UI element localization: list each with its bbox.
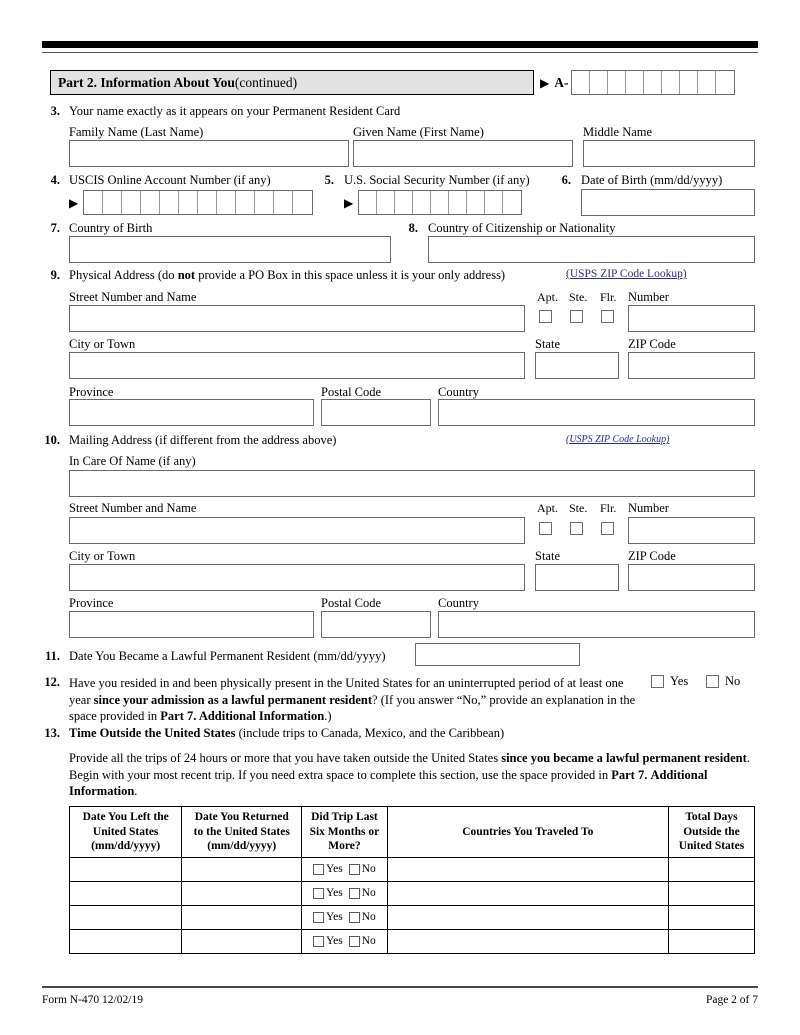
header-line: More? bbox=[328, 840, 361, 852]
trip-no-checkbox[interactable] bbox=[349, 936, 360, 947]
trip-six-months-cell bbox=[302, 857, 388, 881]
input-cell[interactable] bbox=[644, 71, 662, 94]
input-cell[interactable] bbox=[413, 191, 431, 214]
item-13-p-f: Additional Information bbox=[69, 767, 708, 798]
input-cell[interactable] bbox=[395, 191, 413, 214]
item-13-p-a: Provide all the trips of 24 hours or more that you have taken outside the United States bbox=[69, 751, 502, 765]
family-name-input[interactable] bbox=[69, 140, 349, 167]
mailing-incare-label: In Care Of Name (if any) bbox=[69, 454, 196, 468]
header-line: Date You Left the bbox=[82, 811, 169, 823]
ssn-cells[interactable] bbox=[358, 190, 522, 215]
arrow-icon: ▶ bbox=[69, 195, 79, 210]
mailing-ste-checkbox[interactable] bbox=[570, 522, 583, 535]
input-cell[interactable] bbox=[293, 191, 312, 214]
mailing-city-label: City or Town bbox=[69, 549, 136, 563]
mailing-street-input[interactable] bbox=[69, 517, 525, 544]
input-cell[interactable] bbox=[377, 191, 395, 214]
item-12-no-checkbox[interactable] bbox=[706, 675, 719, 688]
input-cell[interactable] bbox=[198, 191, 217, 214]
mailing-city-input[interactable] bbox=[69, 564, 525, 591]
given-name-input[interactable] bbox=[353, 140, 573, 167]
item-4-number: 4. bbox=[50, 173, 60, 187]
trip-date-returned-cell[interactable] bbox=[182, 857, 302, 881]
item-13-instructions bbox=[69, 750, 755, 800]
lpr-date-input[interactable] bbox=[415, 643, 580, 666]
trip-six-months-cell bbox=[302, 881, 388, 905]
mailing-state-label: State bbox=[535, 549, 560, 563]
table-row bbox=[70, 905, 755, 929]
item-9-number: 9. bbox=[50, 268, 60, 282]
input-cell[interactable] bbox=[122, 191, 141, 214]
mailing-ste-label: Ste. bbox=[569, 501, 588, 515]
trip-yes-checkbox[interactable] bbox=[313, 912, 324, 923]
header-line: Six Months or bbox=[309, 825, 380, 838]
item-12-no-label: No bbox=[725, 674, 741, 688]
part-header-continued: (continued) bbox=[234, 74, 298, 90]
item-11-number: 11. bbox=[45, 649, 60, 663]
item-13-p-c: resident bbox=[703, 751, 747, 765]
input-cell[interactable] bbox=[217, 191, 236, 214]
physical-address-title-a: Physical Address (do bbox=[69, 268, 178, 282]
trip-date-left-cell[interactable] bbox=[70, 857, 182, 881]
item-13-p-e: Part 7. bbox=[611, 767, 648, 782]
item-6-number: 6. bbox=[561, 173, 571, 187]
input-cell[interactable] bbox=[274, 191, 293, 214]
physical-street-label: Street Number and Name bbox=[69, 290, 197, 304]
trip-yes-label: Yes bbox=[326, 935, 343, 947]
item-13-number: 13. bbox=[44, 726, 60, 740]
input-cell[interactable] bbox=[590, 71, 608, 94]
trip-no-checkbox[interactable] bbox=[349, 912, 360, 923]
trips-header-date-left bbox=[70, 807, 182, 858]
footer-form-id: Form N-470 12/02/19 bbox=[42, 994, 143, 1006]
trip-six-months-cell bbox=[302, 905, 388, 929]
mailing-apt-checkbox[interactable] bbox=[539, 522, 552, 535]
mailing-province-input[interactable] bbox=[69, 611, 314, 638]
top-thick-rule bbox=[42, 41, 758, 48]
input-cell[interactable] bbox=[431, 191, 449, 214]
trips-header-date-returned bbox=[182, 807, 302, 858]
header-line: (mm/dd/yyyy) bbox=[91, 840, 161, 852]
input-cell[interactable] bbox=[485, 191, 503, 214]
country-citizenship-label: Country of Citizenship or Nationality bbox=[428, 221, 616, 235]
trip-total-days-cell[interactable] bbox=[668, 905, 754, 929]
trip-date-left-cell[interactable] bbox=[70, 905, 182, 929]
mailing-flr-checkbox[interactable] bbox=[601, 522, 614, 535]
input-cell[interactable] bbox=[662, 71, 680, 94]
header-line: Total Days bbox=[685, 811, 738, 823]
trip-countries-cell[interactable] bbox=[387, 905, 668, 929]
item-13-p-g: . bbox=[134, 784, 138, 798]
lpr-date-label: Date You Became a Lawful Permanent Resident (mm/dd/yyyy) bbox=[69, 649, 386, 663]
item-12-number: 12. bbox=[44, 675, 60, 689]
input-cell[interactable] bbox=[84, 191, 103, 214]
trip-date-left-cell[interactable] bbox=[70, 881, 182, 905]
input-cell[interactable] bbox=[680, 71, 698, 94]
physical-ste-checkbox[interactable] bbox=[570, 310, 583, 323]
input-cell[interactable] bbox=[179, 191, 198, 214]
input-cell[interactable] bbox=[359, 191, 377, 214]
item-12-line2c: ? (If you answer “No,” provide an bbox=[372, 692, 543, 707]
trip-no-checkbox[interactable] bbox=[349, 888, 360, 899]
trip-yes-checkbox[interactable] bbox=[313, 864, 324, 875]
input-cell[interactable] bbox=[503, 191, 521, 214]
trip-no-label: No bbox=[361, 863, 376, 875]
physical-street-input[interactable] bbox=[69, 305, 525, 332]
trips-table-header-row bbox=[70, 807, 755, 858]
header-line: Date You Returned bbox=[194, 811, 289, 823]
uscis-account-label: USCIS Online Account Number (if any) bbox=[69, 173, 271, 187]
trip-date-returned-cell[interactable] bbox=[182, 929, 302, 953]
dob-label: Date of Birth (mm/dd/yyyy) bbox=[581, 173, 723, 187]
country-citizenship-input[interactable] bbox=[428, 236, 755, 263]
item-12-line3c: .) bbox=[324, 709, 332, 723]
trip-no-label: No bbox=[361, 935, 376, 947]
item-3-number: 3. bbox=[50, 104, 60, 118]
mailing-number-label: Number bbox=[628, 501, 669, 515]
trip-date-left-cell[interactable] bbox=[70, 929, 182, 953]
item-13-p-d: . Begin with your most recent trip. If you need extra space to complete this section, use the space provided in bbox=[69, 751, 750, 782]
physical-address-title-c: provide a PO Box in this space unless it is your only address) bbox=[195, 268, 506, 282]
item-13-title-bold: Time Outside the United States bbox=[69, 726, 236, 740]
middle-name-label: Middle Name bbox=[583, 125, 653, 139]
arrow-icon: ▶ bbox=[344, 195, 354, 210]
item-13-title-rest: (include trips to Canada, Mexico, and the Caribbean) bbox=[235, 726, 505, 740]
mailing-country-label: Country bbox=[438, 596, 479, 610]
trip-date-returned-cell[interactable] bbox=[182, 905, 302, 929]
header-line: Did Trip Last bbox=[311, 811, 378, 823]
trip-countries-cell[interactable] bbox=[387, 881, 668, 905]
mailing-state-input[interactable] bbox=[535, 564, 619, 591]
input-cell[interactable] bbox=[608, 71, 626, 94]
family-name-label: Family Name (Last Name) bbox=[69, 125, 204, 139]
header-line: (mm/dd/yyyy) bbox=[207, 840, 277, 852]
physical-postal-label: Postal Code bbox=[321, 385, 382, 399]
input-cell[interactable] bbox=[160, 191, 179, 214]
mailing-flr-label: Flr. bbox=[600, 501, 617, 515]
input-cell[interactable] bbox=[467, 191, 485, 214]
item-12-line3b: Part 7. Additional Information bbox=[160, 709, 325, 723]
ssn-field[interactable] bbox=[344, 190, 522, 215]
trips-header-six-months bbox=[302, 807, 388, 858]
header-line: Outside the bbox=[683, 825, 740, 838]
given-name-label: Given Name (First Name) bbox=[353, 125, 484, 139]
item-8-number: 8. bbox=[408, 221, 418, 235]
trip-six-months-cell bbox=[302, 929, 388, 953]
item-5-number: 5. bbox=[324, 173, 334, 187]
alien-number-cells[interactable] bbox=[571, 70, 735, 95]
trip-no-checkbox[interactable] bbox=[349, 864, 360, 875]
trip-total-days-cell[interactable] bbox=[668, 881, 754, 905]
trip-yes-label: Yes bbox=[326, 911, 343, 923]
physical-province-label: Province bbox=[69, 385, 114, 399]
trips-table bbox=[69, 806, 755, 954]
physical-zip-label: ZIP Code bbox=[628, 337, 676, 351]
physical-apt-checkbox[interactable] bbox=[539, 310, 552, 323]
table-row bbox=[70, 857, 755, 881]
uscis-account-cells[interactable] bbox=[83, 190, 313, 215]
trip-yes-checkbox[interactable] bbox=[313, 936, 324, 947]
physical-address-title-not: not bbox=[177, 268, 196, 282]
input-cell[interactable] bbox=[255, 191, 274, 214]
country-of-birth-input[interactable] bbox=[69, 236, 391, 263]
uscis-account-field[interactable] bbox=[69, 190, 313, 215]
input-cell[interactable] bbox=[716, 71, 734, 94]
physical-state-input[interactable] bbox=[535, 352, 619, 379]
item-12-line2b: since your admission as a lawful permanent resident bbox=[93, 692, 373, 707]
header-line: United States bbox=[92, 825, 159, 838]
trip-no-label: No bbox=[361, 887, 376, 899]
trip-total-days-cell[interactable] bbox=[668, 929, 754, 953]
middle-name-input[interactable] bbox=[583, 140, 755, 167]
physical-address-title bbox=[69, 268, 505, 283]
item-12-yes-checkbox[interactable] bbox=[651, 675, 664, 688]
item-10-number: 10. bbox=[44, 433, 60, 447]
physical-number-label: Number bbox=[628, 290, 669, 304]
trip-countries-cell[interactable] bbox=[387, 929, 668, 953]
item-13-title bbox=[69, 726, 504, 741]
input-cell[interactable] bbox=[449, 191, 467, 214]
item-12-line1: Have you resided in and been physically present in the United States for an uninterrupted period of at least bbox=[69, 676, 603, 690]
mailing-address-title: Mailing Address (if different from the address above) bbox=[69, 433, 337, 447]
part-header-bar bbox=[50, 70, 534, 95]
item-12-line3a: explanation in the space provided in bbox=[69, 692, 636, 723]
trip-total-days-cell[interactable] bbox=[668, 857, 754, 881]
header-line: to the United States bbox=[193, 825, 290, 838]
top-thin-rule bbox=[42, 52, 758, 53]
item-13-p-b: since you became a lawful permanent bbox=[501, 751, 701, 765]
trip-yes-checkbox[interactable] bbox=[313, 888, 324, 899]
physical-state-label: State bbox=[535, 337, 560, 351]
mailing-number-input[interactable] bbox=[628, 517, 755, 544]
item-12-line2a: one year bbox=[69, 676, 624, 707]
mailing-incare-input[interactable] bbox=[69, 470, 755, 497]
physical-zip-input[interactable] bbox=[628, 352, 755, 379]
footer-page-number: Page 2 of 7 bbox=[705, 994, 758, 1006]
trip-countries-cell[interactable] bbox=[387, 857, 668, 881]
mailing-apt-label: Apt. bbox=[537, 501, 558, 515]
arrow-icon: ▶ bbox=[540, 75, 550, 90]
item-7-number: 7. bbox=[50, 221, 60, 235]
country-of-birth-label: Country of Birth bbox=[69, 221, 153, 235]
ssn-label: U.S. Social Security Number (if any) bbox=[344, 173, 530, 187]
mailing-postal-label: Postal Code bbox=[321, 596, 382, 610]
item-3-title: Your name exactly as it appears on your Permanent Resident Card bbox=[69, 104, 401, 118]
physical-flr-label: Flr. bbox=[600, 290, 617, 304]
physical-country-label: Country bbox=[438, 385, 479, 399]
input-cell[interactable] bbox=[103, 191, 122, 214]
physical-apt-label: Apt. bbox=[537, 290, 558, 304]
physical-city-label: City or Town bbox=[69, 337, 136, 351]
physical-province-input[interactable] bbox=[69, 399, 314, 426]
input-cell[interactable] bbox=[572, 71, 590, 94]
physical-number-input[interactable] bbox=[628, 305, 755, 332]
mailing-country-input[interactable] bbox=[438, 611, 755, 638]
trip-yes-label: Yes bbox=[326, 863, 343, 875]
physical-city-input[interactable] bbox=[69, 352, 525, 379]
footer-rule bbox=[42, 986, 758, 988]
trip-date-returned-cell[interactable] bbox=[182, 881, 302, 905]
alien-number-prefix: A- bbox=[554, 74, 569, 90]
item-12-text bbox=[69, 675, 639, 725]
mailing-zip-input[interactable] bbox=[628, 564, 755, 591]
physical-flr-checkbox[interactable] bbox=[601, 310, 614, 323]
mailing-street-label: Street Number and Name bbox=[69, 501, 197, 515]
table-row bbox=[70, 881, 755, 905]
input-cell[interactable] bbox=[626, 71, 644, 94]
trip-yes-label: Yes bbox=[326, 887, 343, 899]
usps-zip-lookup-link-mailing[interactable]: (USPS ZIP Code Lookup) bbox=[566, 434, 670, 445]
trip-no-label: No bbox=[361, 911, 376, 923]
physical-ste-label: Ste. bbox=[569, 290, 588, 304]
mailing-province-label: Province bbox=[69, 596, 114, 610]
input-cell[interactable] bbox=[236, 191, 255, 214]
input-cell[interactable] bbox=[698, 71, 716, 94]
usps-zip-lookup-link-physical[interactable]: (USPS ZIP Code Lookup) bbox=[566, 268, 687, 280]
physical-postal-input[interactable] bbox=[321, 399, 431, 426]
table-row bbox=[70, 929, 755, 953]
trips-header-total-days bbox=[668, 807, 754, 858]
alien-number-field[interactable] bbox=[540, 70, 735, 95]
mailing-postal-input[interactable] bbox=[321, 611, 431, 638]
item-12-yes-label: Yes bbox=[670, 674, 689, 688]
trips-header-countries bbox=[387, 807, 668, 858]
mailing-zip-label: ZIP Code bbox=[628, 549, 676, 563]
header-line: United States bbox=[678, 840, 745, 852]
header-line: Countries You Traveled To bbox=[462, 825, 594, 838]
part-header-title: Part 2. Information About You bbox=[58, 74, 235, 90]
physical-country-input[interactable] bbox=[438, 399, 755, 426]
input-cell[interactable] bbox=[141, 191, 160, 214]
dob-input[interactable] bbox=[581, 189, 755, 216]
